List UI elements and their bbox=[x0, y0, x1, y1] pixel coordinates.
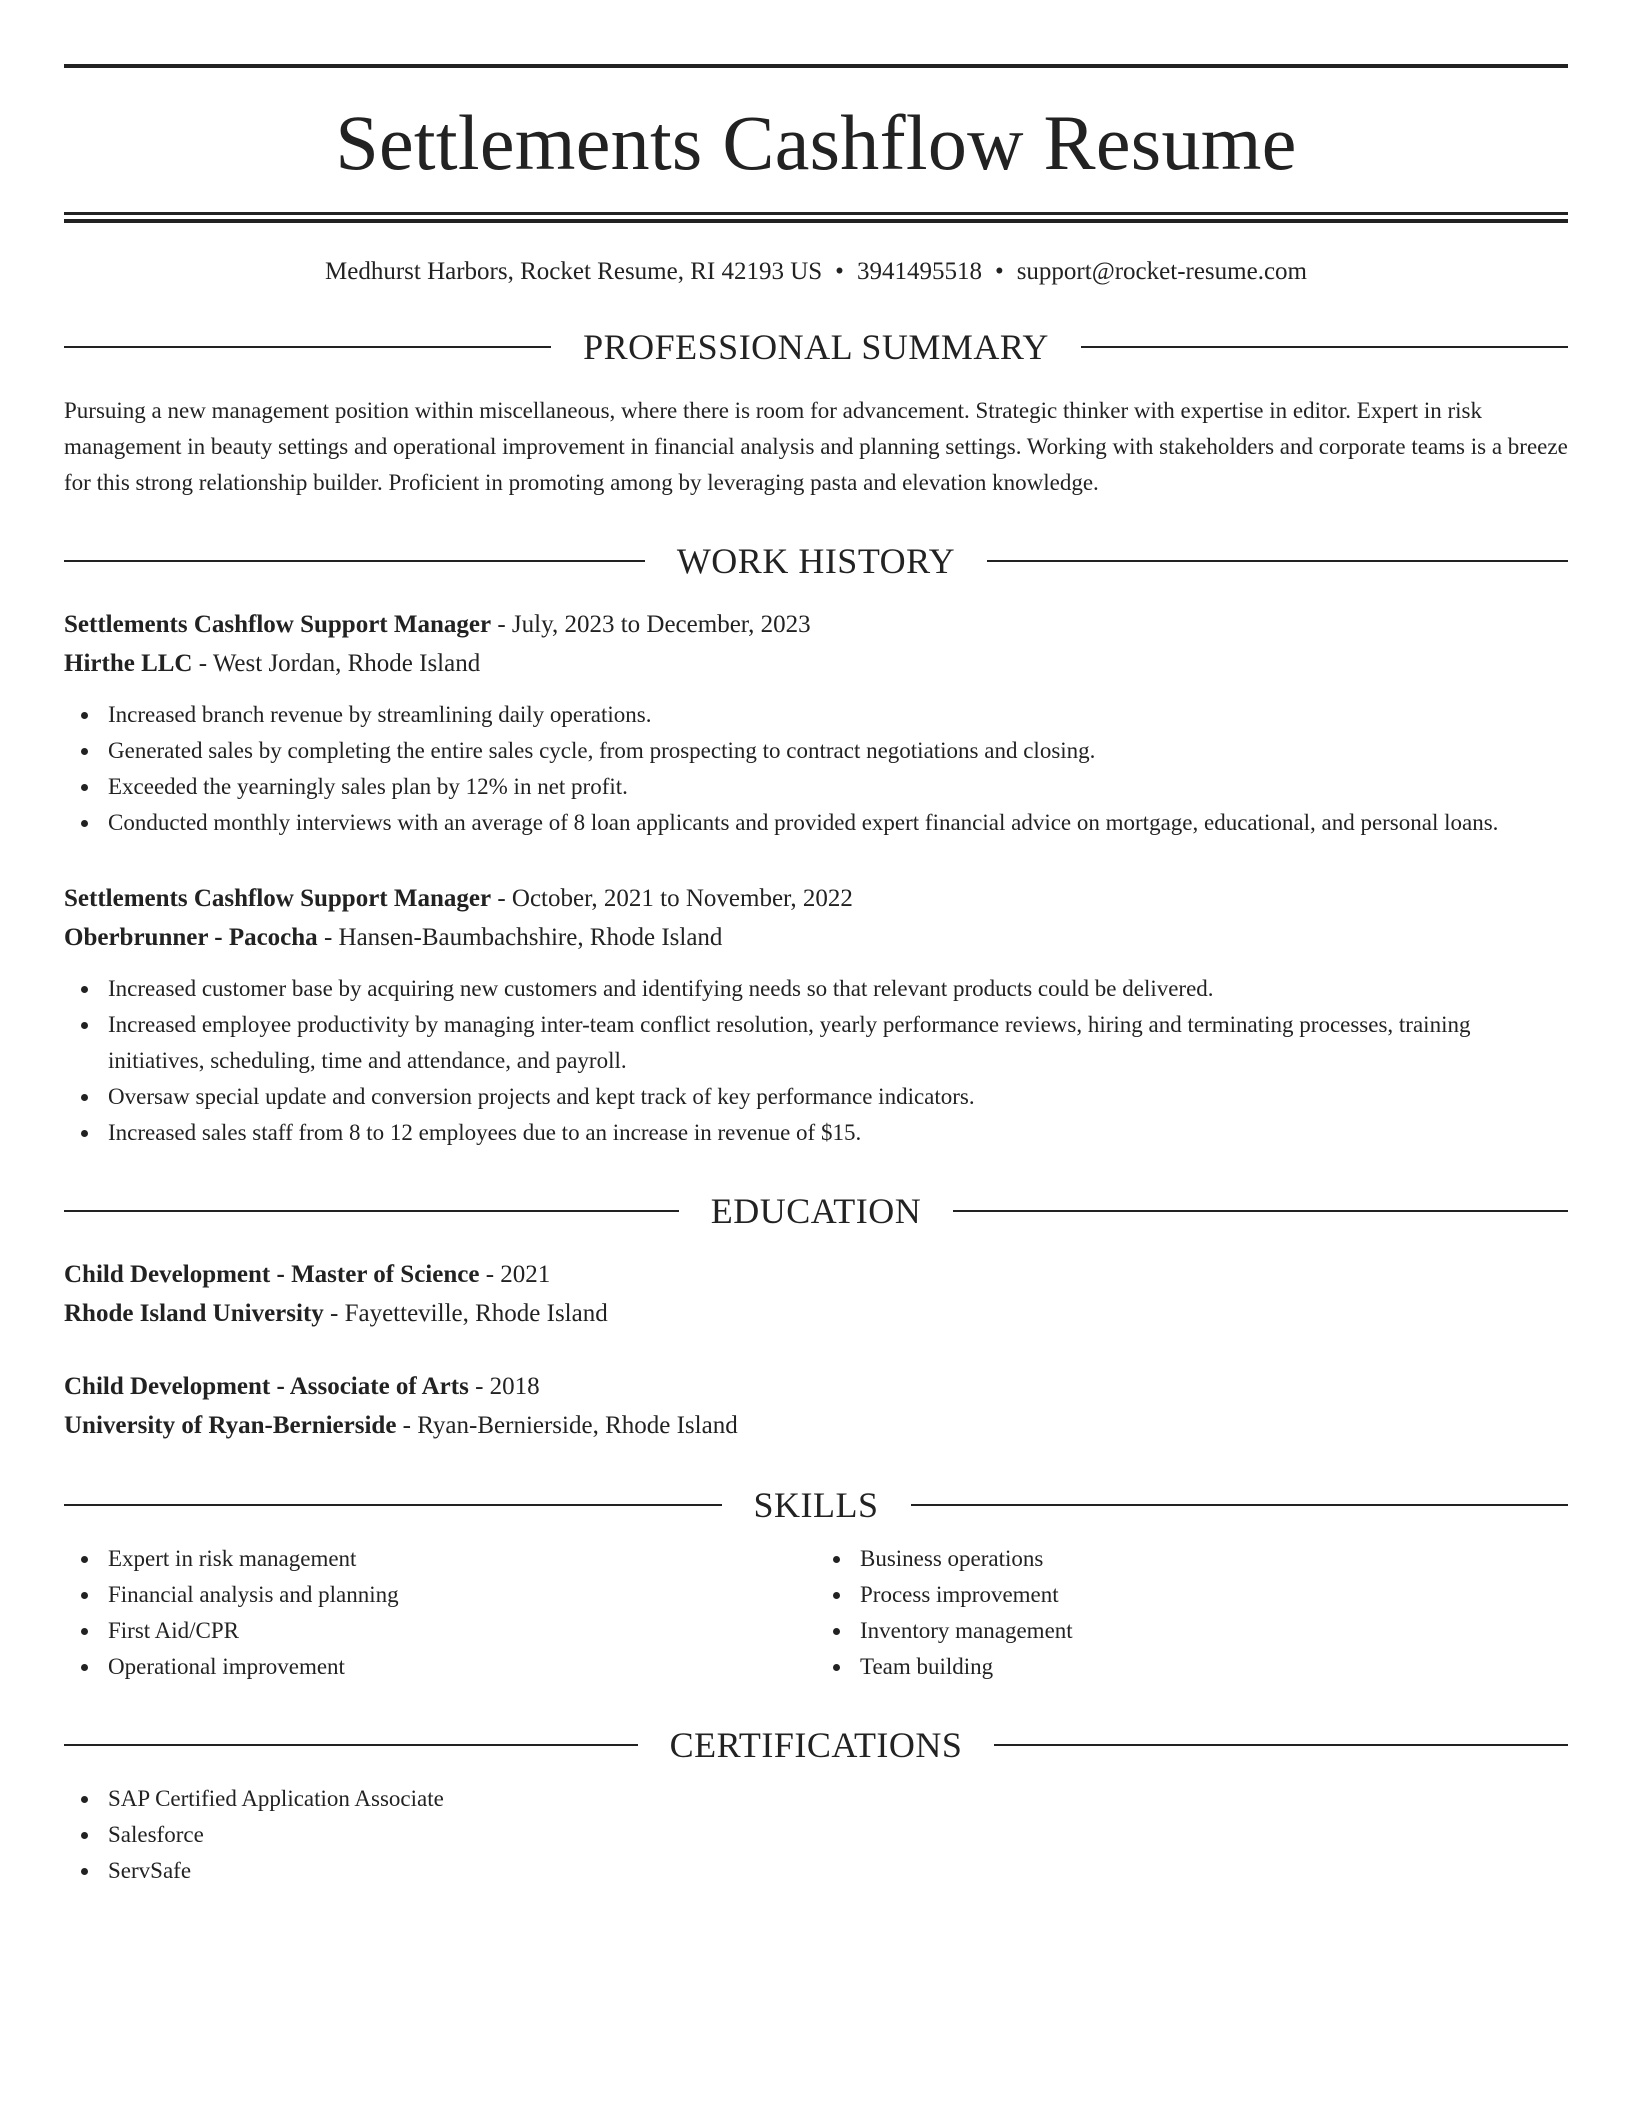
job-bullets bbox=[64, 697, 1568, 841]
contact-line bbox=[64, 257, 1568, 287]
list-item bbox=[108, 697, 1568, 733]
job-location: - Hansen-Baumbachshire, Rhode Island bbox=[317, 924, 723, 951]
bullet-icon bbox=[833, 1664, 840, 1671]
resume-title: Settlements Cashflow Resume bbox=[335, 99, 1297, 186]
bullet-icon bbox=[833, 1628, 840, 1635]
skill-text: Process improvement bbox=[860, 1582, 1059, 1607]
degree-year: - 2021 bbox=[479, 1261, 551, 1288]
education-entry bbox=[64, 1367, 1568, 1445]
bullet-icon bbox=[833, 1592, 840, 1599]
bullet-text: Increased employee productivity by managing inter-team conflict resolution, yearly performance reviews, hiring and terminating processes, training initiatives, scheduling, time and attendance, and payroll. bbox=[108, 1012, 1471, 1073]
skills-column-left bbox=[64, 1541, 816, 1685]
job-title-line bbox=[64, 879, 1568, 918]
bullet-text: Conducted monthly interviews with an average of 8 loan applicants and provided expert financial advice on mortgage, educational, and personal loans. bbox=[108, 810, 1499, 835]
job-title: Settlements Cashflow Support Manager bbox=[64, 885, 492, 912]
bullet-icon bbox=[81, 1628, 88, 1635]
list-item bbox=[860, 1613, 1568, 1649]
section-title: PROFESSIONAL SUMMARY bbox=[583, 327, 1049, 367]
section-title: EDUCATION bbox=[710, 1191, 922, 1231]
job-bullets bbox=[64, 971, 1568, 1151]
list-item bbox=[108, 1577, 816, 1613]
heading-rule bbox=[953, 1210, 1568, 1212]
heading-rule bbox=[987, 560, 1568, 562]
heading-rule bbox=[64, 1744, 638, 1746]
heading-rule bbox=[64, 346, 551, 348]
section-heading-summary bbox=[64, 329, 1568, 365]
skills-grid bbox=[64, 1541, 1568, 1685]
bullet-icon bbox=[81, 1796, 88, 1803]
list-item bbox=[860, 1577, 1568, 1613]
degree-line bbox=[64, 1367, 1568, 1406]
school-line bbox=[64, 1294, 1568, 1333]
heading-rule bbox=[64, 1504, 722, 1506]
certification-text: SAP Certified Application Associate bbox=[108, 1786, 444, 1811]
skill-text: Expert in risk management bbox=[108, 1546, 357, 1571]
list-item bbox=[108, 769, 1568, 805]
top-rule bbox=[64, 64, 1568, 68]
bullet-icon bbox=[81, 820, 88, 827]
school-name: Rhode Island University bbox=[64, 1300, 324, 1327]
job-company: Hirthe LLC bbox=[64, 650, 193, 677]
bullet-icon bbox=[81, 1592, 88, 1599]
list-item bbox=[108, 1007, 1568, 1079]
bullet-text: Exceeded the yearningly sales plan by 12% in net profit. bbox=[108, 774, 628, 799]
section-heading-skills bbox=[64, 1487, 1568, 1523]
certifications-list bbox=[64, 1781, 1568, 1889]
job-entry bbox=[64, 879, 1568, 1151]
bullet-icon bbox=[81, 1868, 88, 1875]
job-title-line bbox=[64, 605, 1568, 644]
bullet-icon bbox=[81, 986, 88, 993]
contact-email: support@rocket-resume.com bbox=[1016, 258, 1307, 285]
contact-separator: • bbox=[994, 258, 1004, 285]
list-item bbox=[108, 1817, 1568, 1853]
degree-name: Child Development - Associate of Arts bbox=[64, 1373, 469, 1400]
job-company-line bbox=[64, 644, 1568, 683]
job-entry bbox=[64, 605, 1568, 841]
bullet-icon bbox=[81, 1664, 88, 1671]
skills-column-right bbox=[816, 1541, 1568, 1685]
degree-name: Child Development - Master of Science bbox=[64, 1261, 480, 1288]
certification-text: ServSafe bbox=[108, 1858, 192, 1883]
degree-year: - 2018 bbox=[468, 1373, 540, 1400]
list-item bbox=[108, 1613, 816, 1649]
degree-line bbox=[64, 1255, 1568, 1294]
school-location: - Fayetteville, Rhode Island bbox=[323, 1300, 608, 1327]
heading-rule bbox=[64, 560, 645, 562]
bullet-text: Increased customer base by acquiring new customers and identifying needs so that relevant products could be delivered. bbox=[108, 976, 1214, 1001]
bullet-icon bbox=[81, 748, 88, 755]
list-item bbox=[108, 1853, 1568, 1889]
school-name: University of Ryan-Bernierside bbox=[64, 1412, 397, 1439]
job-location: - West Jordan, Rhode Island bbox=[192, 650, 481, 677]
skill-text: First Aid/CPR bbox=[108, 1618, 240, 1643]
section-heading-education bbox=[64, 1193, 1568, 1229]
education-entry bbox=[64, 1255, 1568, 1333]
bullet-icon bbox=[81, 784, 88, 791]
summary-text: Pursuing a new management position within miscellaneous, where there is room for advancement. Strategic thinker with expertise in editor. Expert in risk management in beauty settings and operational improvement in financial analysis and planning settings. Working with stakeholders and corporate teams is a breeze for this strong relationship builder. Proficient in promoting among by leveraging pasta and elevation knowledge. bbox=[64, 398, 1568, 495]
skill-text: Operational improvement bbox=[108, 1654, 345, 1679]
contact-separator: • bbox=[835, 258, 844, 285]
heading-rule bbox=[994, 1744, 1568, 1746]
list-item bbox=[108, 1649, 816, 1685]
job-company-line bbox=[64, 918, 1568, 957]
contact-address: Medhurst Harbors, Rocket Resume, RI 42193 US bbox=[325, 258, 823, 285]
list-item bbox=[108, 1115, 1568, 1151]
job-company: Oberbrunner - Pacocha bbox=[64, 924, 318, 951]
job-dates: - October, 2021 to November, 2022 bbox=[491, 885, 853, 912]
section-title: SKILLS bbox=[753, 1485, 879, 1525]
list-item bbox=[108, 733, 1568, 769]
list-item bbox=[860, 1649, 1568, 1685]
list-item bbox=[108, 971, 1568, 1007]
contact-phone: 3941495518 bbox=[856, 258, 982, 285]
heading-rule bbox=[911, 1504, 1569, 1506]
school-location: - Ryan-Bernierside, Rhode Island bbox=[396, 1412, 738, 1439]
skill-text: Team building bbox=[860, 1654, 994, 1679]
section-heading-work-history bbox=[64, 543, 1568, 579]
section-title: CERTIFICATIONS bbox=[669, 1725, 963, 1765]
list-item bbox=[108, 1541, 816, 1577]
bullet-icon bbox=[81, 1022, 88, 1029]
list-item bbox=[860, 1541, 1568, 1577]
job-dates: - July, 2023 to December, 2023 bbox=[491, 611, 811, 638]
skill-text: Financial analysis and planning bbox=[108, 1582, 399, 1607]
bullet-text: Increased sales staff from 8 to 12 employees due to an increase in revenue of $15. bbox=[108, 1120, 862, 1145]
bullet-icon bbox=[81, 1832, 88, 1839]
list-item bbox=[108, 805, 1568, 841]
certifications-bullets bbox=[64, 1781, 1568, 1889]
list-item bbox=[108, 1079, 1568, 1115]
list-item bbox=[108, 1781, 1568, 1817]
bullet-icon bbox=[833, 1556, 840, 1563]
heading-rule bbox=[64, 1210, 679, 1212]
section-title: WORK HISTORY bbox=[676, 541, 956, 581]
bullet-icon bbox=[81, 712, 88, 719]
bullet-icon bbox=[81, 1094, 88, 1101]
bullet-text: Oversaw special update and conversion projects and kept track of key performance indicators. bbox=[108, 1084, 975, 1109]
bullet-text: Increased branch revenue by streamlining daily operations. bbox=[108, 702, 652, 727]
section-heading-certifications bbox=[64, 1727, 1568, 1763]
bullet-text: Generated sales by completing the entire sales cycle, from prospecting to contract negotiations and closing. bbox=[108, 738, 1096, 763]
certification-text: Salesforce bbox=[108, 1822, 204, 1847]
bullet-icon bbox=[81, 1130, 88, 1137]
heading-rule bbox=[1081, 346, 1568, 348]
bullet-icon bbox=[81, 1556, 88, 1563]
skill-text: Inventory management bbox=[860, 1618, 1073, 1643]
school-line bbox=[64, 1406, 1568, 1445]
title-double-rule bbox=[64, 212, 1568, 223]
job-title: Settlements Cashflow Support Manager bbox=[64, 611, 492, 638]
skill-text: Business operations bbox=[860, 1546, 1044, 1571]
